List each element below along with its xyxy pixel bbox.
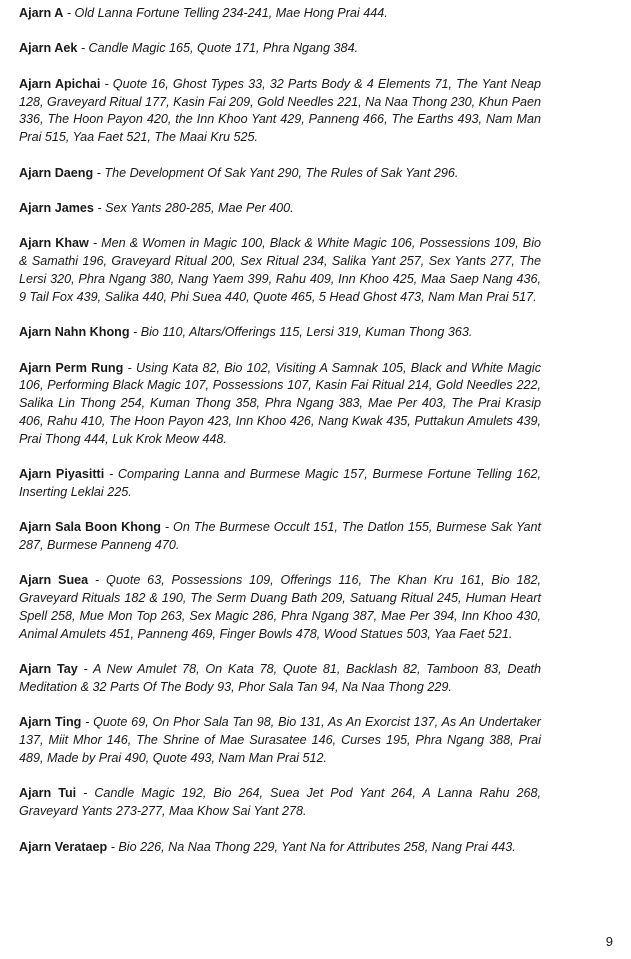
entry-name: Ajarn Tui [19,786,77,801]
entry-name: Ajarn Piyasitti [19,467,105,482]
index-entry [19,235,541,306]
entry-text: - On The Burmese Occult 151, The Datlon 155, Burmese Sak Yant 287, Burmese Panneng 470. [19,520,541,553]
index-entry [19,839,541,857]
entry-name: Ajarn Khaw [19,236,89,251]
entry-name: Ajarn Nahn Khong [19,325,130,340]
entry-name: Ajarn James [19,200,94,215]
entry-text: - Quote 69, On Phor Sala Tan 98, Bio 131, As An Exorcist 137, As An Undertaker 137, Miit Mhor 146, The Shrine of Mae Surasatee 146, Curses 195, Phra Ngang 388, Prai 489, Made by Prai 490, Quote 493, Nam Man Prai 512. [19,715,541,766]
index-entry [19,714,541,767]
entry-name: Ajarn Verataep [19,839,108,854]
page-number: 9 [605,934,613,949]
entry-text: - Quote 63, Possessions 109, Offerings 116, The Khan Kru 161, Bio 182, Graveyard Rituals 182 & 190, The Serm Duang Bath 209, Satuang Ritual 245, Human Heart Spell 258, Mue Mon Top 263, Sex Magic 286, Phra Ngang 387, Mae Per 394, Inn Khoo 430, Animal Amulets 451, Panneng 469, Finger Bowls 478, Wood Statues 503, Yaa Faet 521. [19,573,541,641]
entry-name: Ajarn Daeng [19,165,94,180]
entry-text: - Candle Magic 192, Bio 264, Suea Jet Pod Yant 264, A Lanna Rahu 268, Graveyard Yants 273-277, Maa Khow Sai Yant 278. [19,786,541,819]
entry-name: Ajarn Aek [19,41,78,56]
entry-text: - A New Amulet 78, On Kata 78, Quote 81, Backlash 82, Tamboon 83, Death Meditation & 32 Parts Of The Body 93, Phor Sala Tan 94, Na Naa Thong 229. [19,662,541,695]
entry-text: - Candle Magic 165, Quote 171, Phra Ngang 384. [77,41,359,56]
index-entry [19,200,541,218]
entry-text: - Bio 226, Na Naa Thong 229, Yant Na for Attributes 258, Nang Prai 443. [107,839,516,854]
entry-name: Ajarn Tay [19,662,78,677]
entry-name: Ajarn Sala Boon Khong [19,520,161,535]
entry-name: Ajarn Perm Rung [19,360,124,375]
entry-text: - Using Kata 82, Bio 102, Visiting A Samnak 105, Black and White Magic 106, Performing Black Magic 107, Possessions 107, Kasin Fai Ritual 214, Gold Needles 222, Salika Lin Thong 254, Kuman Thong 358, Phra Ngang 383, Mae Per 403, The Prai Krasip 406, Rahu 410, The Hoon Payon 423, Inn Khoo 426, Nang Kwak 435, Puttakun Amulets 439, Prai Thong 444, Luk Krok Meow 448. [19,360,541,446]
entry-name: Ajarn Suea [19,573,89,588]
entry-text: - Old Lanna Fortune Telling 234-241, Mae Hong Prai 444. [63,6,388,20]
index-entry [19,40,541,58]
entry-text: - Sex Yants 280-285, Mae Per 400. [93,200,294,215]
index-entry [19,572,541,643]
index-entry [19,466,541,502]
index-page [19,5,541,874]
index-entry [19,360,541,449]
index-entry [19,76,541,147]
entry-name: Ajarn Ting [19,715,82,730]
index-entry [19,519,541,555]
entry-text: - Bio 110, Altars/Offerings 115, Lersi 319, Kuman Thong 363. [129,325,473,340]
entry-text: - Quote 16, Ghost Types 33, 32 Parts Body & 4 Elements 71, The Yant Neap 128, Graveyard Ritual 177, Kasin Fai 209, Gold Needles 221, Na Naa Thong 230, Khun Paen 336, The Hoon Payon 420, the Inn Khoo Yant 429, Panneng 466, The Earths 493, Nam Man Prai 515, Yaa Faet 521, The Maai Kru 525. [19,76,541,145]
entry-name: Ajarn Apichai [19,76,101,91]
entry-text: - Comparing Lanna and Burmese Magic 157, Burmese Fortune Telling 162, Inserting Leklai 225. [19,467,541,499]
index-entry [19,5,541,23]
index-entry [19,165,541,183]
entry-name: Ajarn A [19,6,64,20]
index-entry [19,785,541,821]
entry-text: - Men & Women in Magic 100, Black & White Magic 106, Possessions 109, Bio & Samathi 196, Graveyard Ritual 200, Sex Ritual 234, Salika Yant 257, Sex Yants 277, The Lersi 320, Phra Ngang 380, Nang Yaem 399, Rahu 409, Inn Khoo 425, Maa Saep Nang 436, 9 Tail Fox 439, Salika 440, Phi Suea 440, Quote 465, 5 Head Ghost 473, Nam Man Prai 517. [19,236,541,304]
index-entry [19,324,541,342]
index-entry [19,661,541,697]
entry-text: - The Development Of Sak Yant 290, The Rules of Sak Yant 296. [93,165,459,180]
